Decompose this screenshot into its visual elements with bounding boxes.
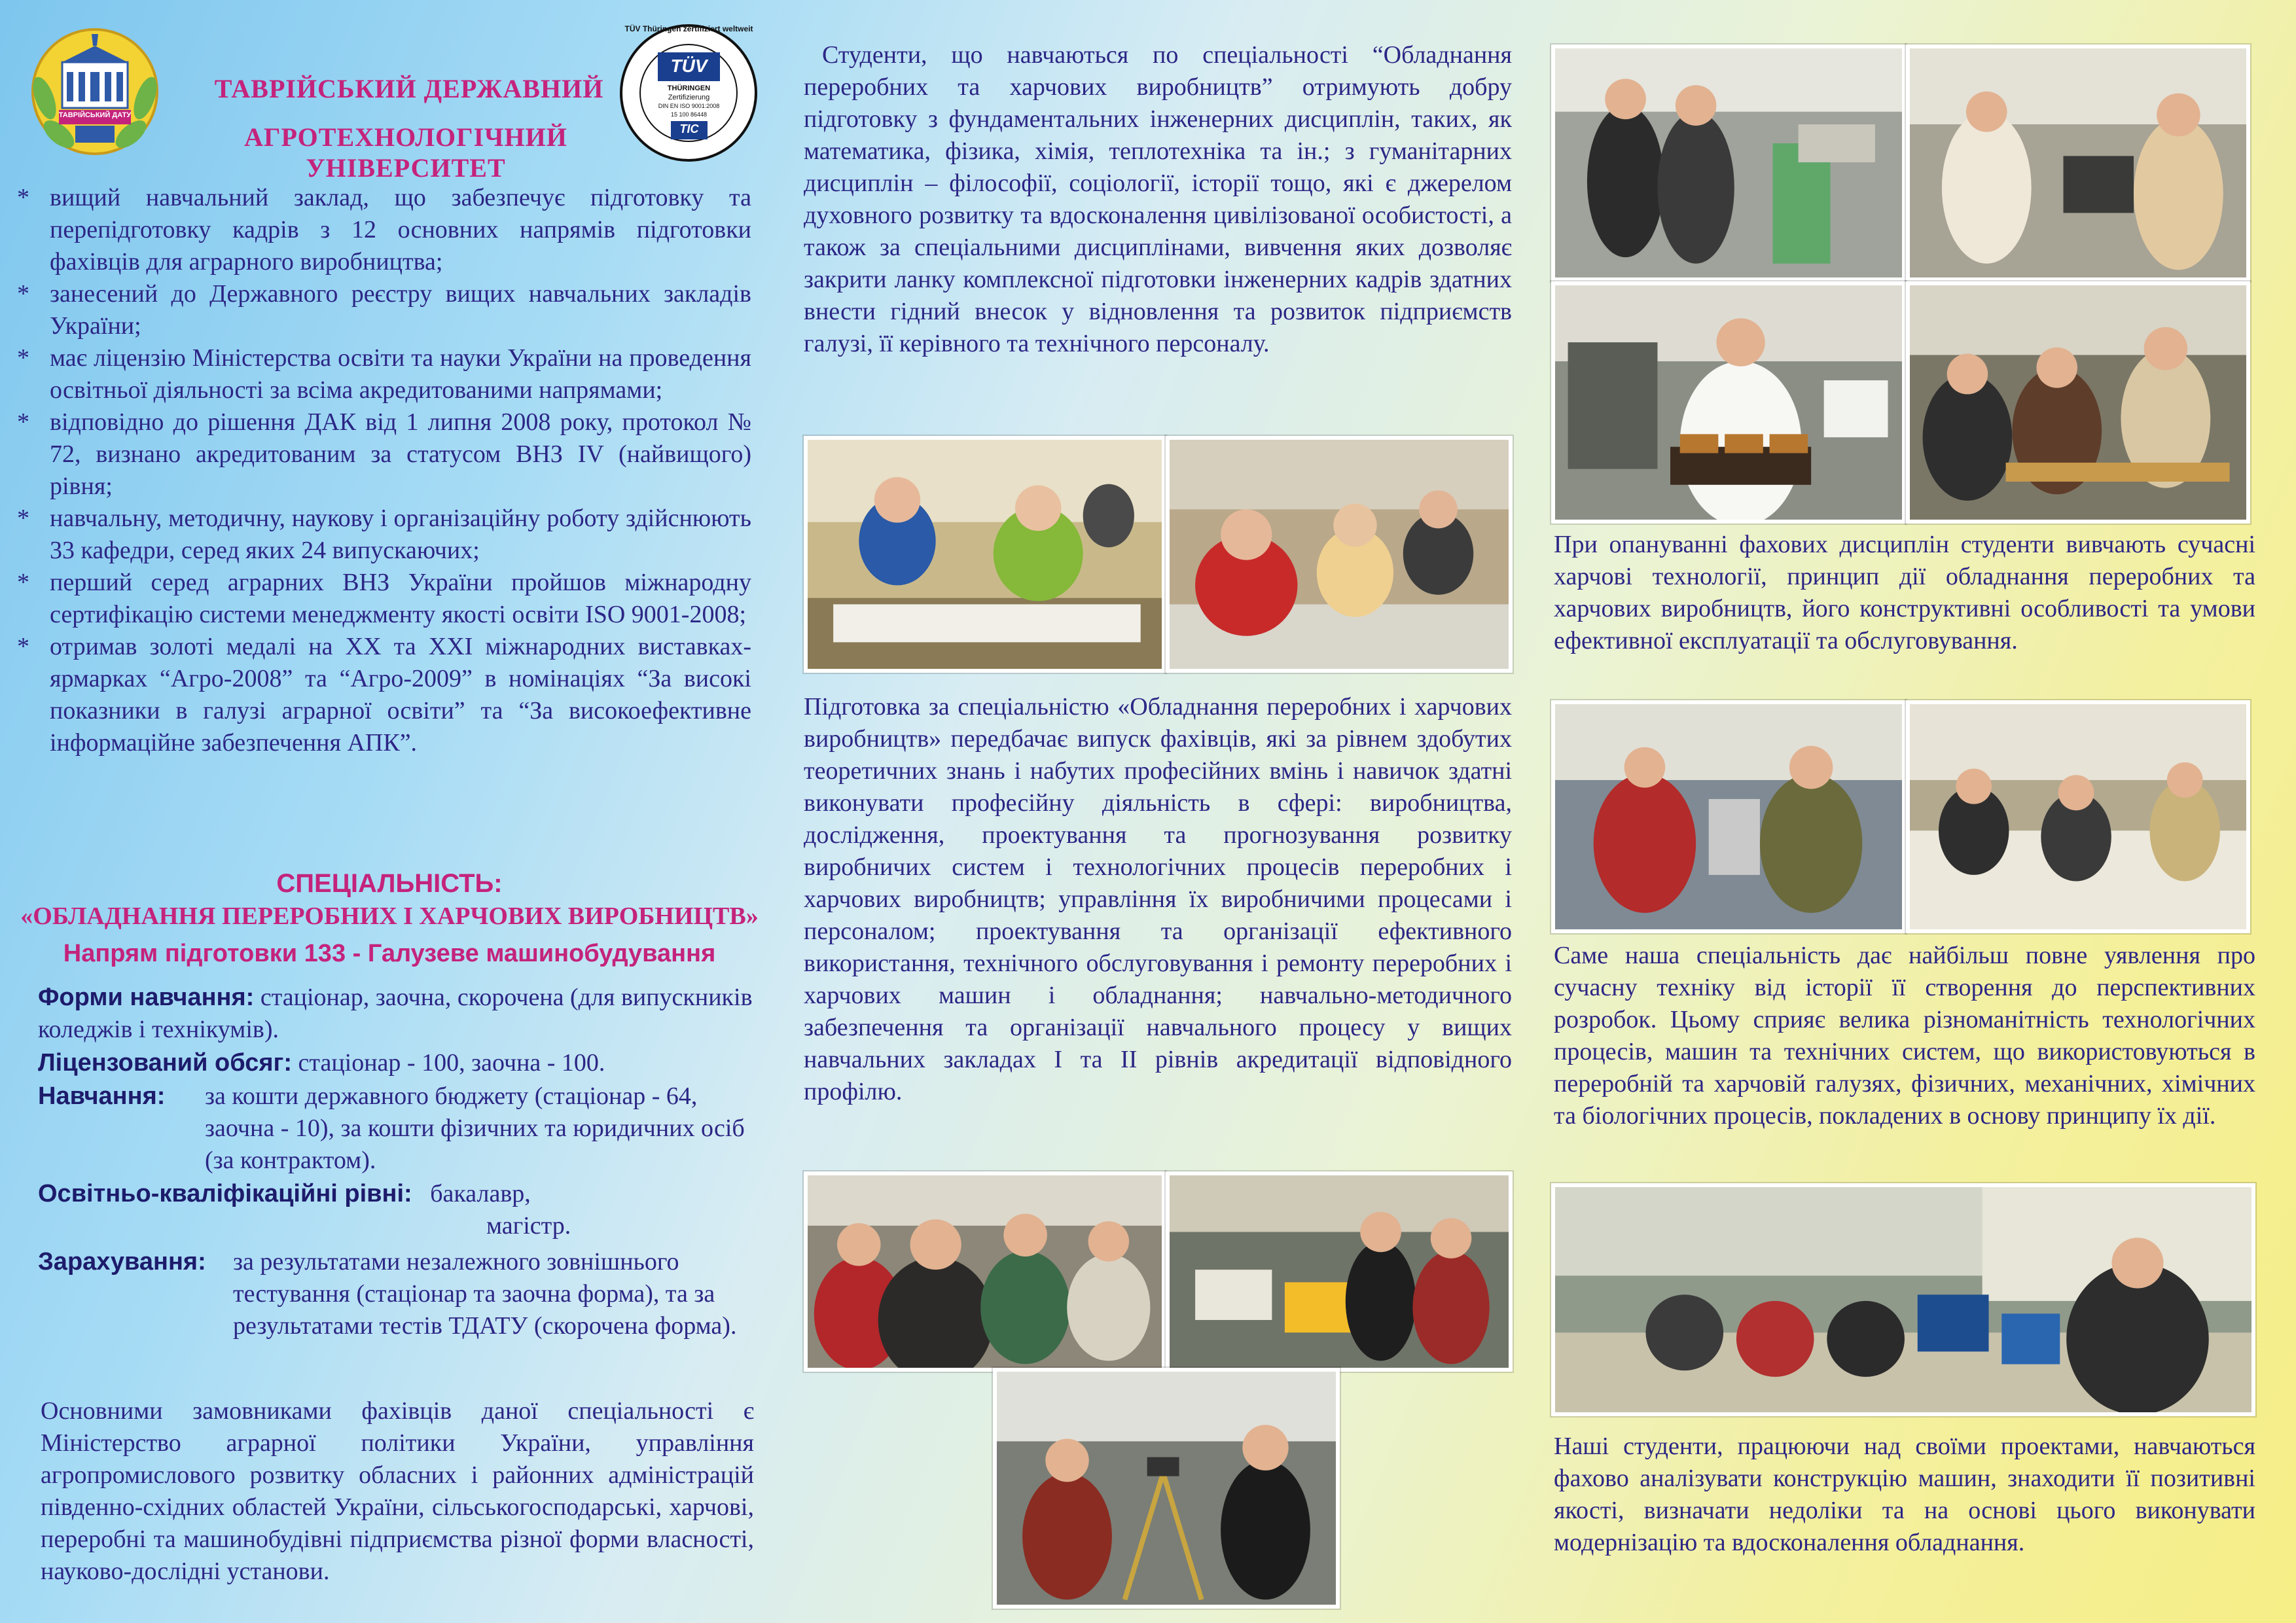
photo-lab-workbench: [1906, 45, 2250, 281]
photo-group-tasting: [804, 1171, 1166, 1372]
cert-zert: Zertifizierung: [668, 94, 710, 101]
cert-tic: TIC: [679, 122, 699, 135]
photo-baked-bread: [1551, 281, 1906, 524]
licensed-volume-value: стаціонар - 100, заочна - 100.: [298, 1049, 605, 1077]
intro-bullet: * відповідно до рішення ДАК від 1 липня 2008 року, протокол № 72, визнано акредитованим за статусом ВНЗ IV (найвищого) рівня;: [17, 408, 751, 500]
study-funding-label: Навчання:: [38, 1082, 166, 1110]
university-name-line2: АГРОТЕХНОЛОГІЧНИЙ УНІВЕРСИТЕТ: [244, 122, 567, 183]
specialty-name: «ОБЛАДНАННЯ ПЕРЕРОБНИХ І ХАРЧОВИХ ВИРОБНИЦТВ»: [20, 902, 759, 930]
intro-bullet: * навчальну, методичну, наукову і організаційну роботу здійснюють 33 кафедри, серед яких 24 випускаючих;: [17, 505, 751, 564]
university-name-line1: ТАВРІЙСЬКИЙ ДЕРЖАВНИЙ: [214, 74, 604, 103]
study-forms-label: Форми навчання:: [38, 984, 255, 1011]
right-paragraph-3: Наші студенти, працюючи над своїми проектами, навчаються фахово аналізувати конструкцію машин, знаходити її позитивні якості, визначати недоліки та на основі цього виконувати модернізацію та вдосконалення обладнання.: [1554, 1433, 2255, 1556]
training-direction: Напрям підготовки 133 - Галузеве машинобудування: [63, 940, 716, 967]
specialty-label: СПЕЦІАЛЬНІСТЬ:: [276, 869, 503, 898]
photo-computer-lab: [1551, 1183, 2255, 1416]
middle-paragraph-1: Студенти, що навчаються по спеціальності “Обладнання переробних та харчових виробництв” отримують добру підготовку з фундаментальних інженерних дисциплін, таких, як математика, фізика, хімія, теплотехніка та ін.; з гуманітарних дисциплін – філософії, соціології, історії тощо, які є джерелом духовного розвитку та вдосконалення цивілізованої особистості, а також за спеціальними дисциплінами, вивчення яких дозволяє закрити ланку комплексної підготовки інженерних кадрів здатних внести гідний внесок у відновлення та розвиток підприємств галузі, її керівного та технічного персоналу.: [804, 41, 1512, 357]
study-details: [38, 982, 758, 1342]
qualification-levels: [38, 1178, 758, 1242]
middle-paragraph-2: Підготовка за спеціальністю «Обладнання переробних і харчових виробництв» передбачає випуск фахівців, які за рівнем здобутих теоретичних знань і набутих професійних вмінь і навичок здатні виконувати професійну діяльність в сфері: виробництва, дослідження, проектування та прогнозування розвитку виробничих систем і технологічних процесів переробних і харчових виробництв; управління їх виробничими процесами і персоналом; проектування та організації ефективного використання, технічного обслуговування і ремонту переробних і харчових машин і обладнання; навчально-методичного забезпечення та організації навчального процесу у вищих навчальних закладах I та II рівнів акредитації відповідного профілю.: [804, 693, 1512, 1105]
customers-paragraph: Основними замовниками фахівців даної спеціальності є Міністерство аграрної політики України, управління агропромислового розвитку обласних і районних адміністрацій південно-східних областей України, сільськогосподарські, харчові, переробні та машинобудівні підприємства різної форми власності, науково-дослідні установи.: [41, 1397, 754, 1585]
enrollment: [38, 1246, 758, 1342]
photo-students-practice: [1906, 281, 2250, 524]
photo-drafting-room: [1906, 700, 2250, 933]
photo-equipment-study: [1551, 700, 1906, 933]
iso-certificate-seal: [619, 23, 759, 164]
cert-brand: TÜV: [670, 56, 708, 76]
photo-lab-equipment: [1551, 45, 1906, 281]
intro-bullet: * отримав золоті медалі на XX та XXI міжнародних виставках-ярмарках “Агро-2008” та “Агро-2009” в номінаціях “За високі показники в галузі аграрної освіти” та “За високоефективне інформаційне забезпечення АПК”.: [17, 633, 751, 757]
intro-bullet: * перший серед аграрних ВНЗ України пройшов міжнародну сертифікацію системи менеджменту якості освіти ISO 9001-2008;: [17, 569, 751, 628]
university-emblem: [26, 26, 164, 157]
photo-students-classroom: [1166, 436, 1513, 673]
qualification-level-master: магістр.: [486, 1212, 571, 1240]
intro-bullet: * занесений до Державного реєстру вищих навчальних закладів України;: [17, 280, 751, 340]
right-paragraph-1: При опануванні фахових дисциплін студенти вивчають сучасні харчові технології, принцип дії обладнання переробних та харчових виробництв, його конструктивні особливості та умови ефективної експлуатації та обслуговування.: [1554, 531, 2255, 654]
cert-norm: DIN EN ISO 9001:2008: [658, 103, 720, 109]
intro-bullet-list: [12, 182, 751, 759]
cert-ring-text: TÜV Thüringen zertifiziert weltweit: [624, 24, 753, 33]
cert-number: 15 100 86448: [670, 111, 708, 118]
enrollment-value: за результатами незалежного зовнішнього тестування (стаціонар та заочна форма), та за результатами тестів ТДАТУ (скорочена форма).: [233, 1248, 737, 1340]
study-forms: [38, 982, 758, 1046]
qualification-level-bachelor: бакалавр,: [430, 1180, 531, 1207]
study-forms-value: стаціонар, заочна, скорочена (для випускників коледжів і технікумів).: [38, 984, 753, 1043]
photo-students-lecture: [804, 436, 1166, 673]
photo-equipment-demo: [1166, 1171, 1513, 1372]
qualification-levels-label: Освітньо-кваліфікаційні рівні:: [38, 1180, 412, 1207]
emblem-label: ТАВРІЙСЬКИЙ ДАТУ: [58, 111, 132, 119]
licensed-volume: [38, 1047, 758, 1079]
study-funding-value: за кошти державного бюджету (стаціонар - 64, заочна - 10), за кошти фізичних та юридичних осіб (за контрактом).: [205, 1082, 745, 1174]
cert-sub: THÜRINGEN: [667, 84, 711, 92]
right-paragraph-2: Саме наша спеціальність дає найбільш повне уявлення про сучасну техніку від історії її створення до перспективних розробок. Цьому сприяє велика різноманітність технологічних процесів, машин та технічних систем, що використовуються в переробній та харчовій галузях, фізичних, механічних, хімічних та біологічних процесів, покладених в основу принципу їх дії.: [1554, 942, 2255, 1130]
licensed-volume-label: Ліцензований обсяг:: [38, 1049, 293, 1077]
photo-instrument-field: [993, 1368, 1340, 1609]
intro-bullet: * має ліцензію Міністерства освіти та науки України на проведення освітньої діяльності за всіма акредитованими напрямами;: [17, 344, 751, 404]
enrollment-label: Зарахування:: [38, 1248, 206, 1275]
study-funding: [38, 1080, 758, 1177]
intro-bullet: * вищий навчальний заклад, що забезпечує підготовку та перепідготовку кадрів з 12 основних напрямів підготовки фахівців для аграрного виробництва;: [17, 184, 751, 276]
